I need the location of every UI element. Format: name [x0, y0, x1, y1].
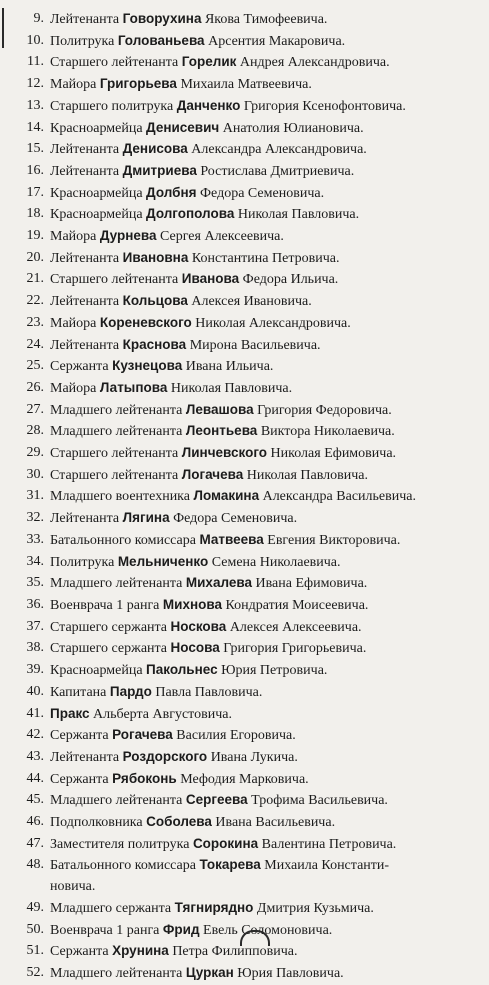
entry-number: 52. — [26, 964, 44, 980]
entry-number: 28. — [26, 423, 44, 439]
entry-text — [50, 161, 485, 183]
entry-given-name: Александра Александровича. — [191, 142, 367, 158]
entry-given-name: Арсентия Макаровича. — [208, 33, 346, 49]
entry-given-name: Валентина Петровича. — [261, 836, 397, 852]
entry-given-name: Павла Павловича. — [155, 684, 263, 700]
list-item — [10, 704, 485, 726]
list-item — [10, 226, 485, 248]
entry-given-name: Кондратия Моисеевича. — [225, 597, 369, 613]
entry-surname: Логачева — [181, 466, 244, 482]
entry-number: 36. — [26, 596, 44, 612]
entry-rank: Сержанта — [50, 359, 109, 375]
entry-rank: Майора — [50, 315, 97, 331]
list-item — [10, 269, 485, 291]
entry-given-name: Николая Павловича. — [246, 467, 369, 483]
list-item — [10, 465, 485, 487]
entry-text — [50, 638, 485, 660]
entry-given-name: Алексея Алексеевича. — [229, 619, 362, 635]
entry-rank: Лейтенанта — [50, 511, 120, 527]
entry-number: 18. — [26, 206, 44, 222]
entry-surname: Ломакина — [193, 488, 260, 504]
entry-rank: Лейтенанта — [50, 294, 120, 310]
column-rule — [2, 8, 4, 48]
entry-number: 11. — [27, 54, 44, 70]
entry-surname: Долгополова — [146, 206, 235, 222]
entry-given-name: Дмитрия Кузьмича. — [256, 900, 374, 916]
entry-rank: Красноармейца — [50, 120, 143, 136]
entry-surname: Леонтьева — [185, 423, 258, 439]
list-item — [10, 552, 485, 574]
entry-text — [50, 96, 485, 118]
entry-surname: Цуркан — [185, 964, 234, 980]
entry-number: 19. — [26, 228, 44, 244]
entry-number: 42. — [26, 727, 44, 743]
entry-text — [50, 226, 485, 248]
entry-text — [50, 508, 485, 530]
entry-rank: Старшего лейтенанта — [50, 272, 179, 288]
list-item — [10, 313, 485, 335]
entry-rank: Красноармейца — [50, 207, 143, 223]
entry-text — [50, 855, 485, 897]
entry-given-name: Мефодия Марковича. — [180, 771, 309, 787]
entry-rank: Сержанта — [50, 771, 109, 787]
entry-surname: Голованьева — [117, 32, 205, 48]
entry-given-name: Евгения Викторовича. — [267, 532, 401, 548]
list-item — [10, 573, 485, 595]
entry-number: 45. — [26, 792, 44, 808]
list-item — [10, 421, 485, 443]
entry-number: 25. — [26, 358, 44, 374]
entry-given-name: Альберта Августовича. — [93, 706, 232, 722]
list-item — [10, 638, 485, 660]
list-item — [10, 204, 485, 226]
entry-text — [50, 769, 485, 791]
entry-surname: Левашова — [185, 401, 254, 417]
entry-number: 15. — [26, 141, 44, 157]
entry-number: 50. — [26, 921, 44, 937]
list-item — [10, 183, 485, 205]
list-item — [10, 248, 485, 270]
entry-number: 13. — [26, 97, 44, 113]
entry-surname: Горелик — [181, 54, 237, 70]
entry-number: 44. — [26, 770, 44, 786]
entry-given-name: Николая Павловича. — [237, 207, 360, 223]
entry-number: 32. — [26, 510, 44, 526]
entry-number: 14. — [26, 119, 44, 135]
entry-given-name: Семена Николаевича. — [211, 554, 341, 570]
entry-text — [50, 204, 485, 226]
list-item — [10, 834, 485, 856]
list-item — [10, 291, 485, 313]
entry-given-name: Ростислава Дмитриевича. — [200, 163, 355, 179]
list-item — [10, 52, 485, 74]
entry-rank: Заместителя политрука — [50, 836, 190, 852]
entry-given-name: Ивана Ефимовича. — [255, 576, 368, 592]
entry-surname: Михнова — [162, 596, 222, 612]
entry-given-name: Николая Павловича. — [170, 380, 293, 396]
entry-number: 46. — [26, 814, 44, 830]
entry-surname: Латыпова — [99, 379, 168, 395]
entry-number: 51. — [26, 943, 44, 959]
entry-given-name: Федора Ильича. — [242, 272, 339, 288]
entry-text — [50, 747, 485, 769]
entry-surname: Лягина — [122, 510, 170, 526]
entry-given-name: Ивана Васильевича. — [215, 815, 336, 831]
entry-given-name: Григория Григорьевича. — [223, 641, 367, 657]
list-item — [10, 812, 485, 834]
entry-text — [50, 530, 485, 552]
entry-number: 20. — [26, 249, 44, 265]
entry-given-name: Василия Егоровича. — [176, 728, 296, 744]
entry-text — [50, 74, 485, 96]
list-item — [10, 769, 485, 791]
entry-given-name: Константина Петровича. — [191, 250, 340, 266]
entry-rank: Батальонного комиссара — [50, 858, 196, 874]
entry-text — [50, 704, 485, 726]
list-item — [10, 682, 485, 704]
entry-surname: Кореневского — [99, 314, 192, 330]
entry-rank: Красноармейца — [50, 663, 143, 679]
entry-given-name: Трофима Васильевича. — [251, 793, 388, 809]
entry-number: 22. — [26, 293, 44, 309]
entry-number: 31. — [26, 488, 44, 504]
entry-rank: Младшего лейтенанта — [50, 402, 183, 418]
entry-rank: Майора — [50, 380, 97, 396]
entry-surname: Михалева — [185, 575, 252, 591]
entry-text — [50, 118, 485, 140]
list-item — [10, 356, 485, 378]
entry-surname: Токарева — [199, 857, 261, 873]
list-item — [10, 963, 485, 985]
entry-rank: Военврача 1 ранга — [50, 597, 160, 613]
entry-surname: Рябоконь — [112, 770, 177, 786]
entry-number: 35. — [26, 575, 44, 591]
entry-rank: Майора — [50, 77, 97, 93]
entry-rank: Младшего сержанта — [50, 900, 172, 916]
entry-rank: Сержанта — [50, 944, 109, 960]
list-item — [10, 747, 485, 769]
entry-number: 33. — [26, 531, 44, 547]
entry-surname: Дмитриева — [122, 162, 197, 178]
entry-text — [50, 465, 485, 487]
entry-surname: Дурнева — [99, 228, 157, 244]
entry-surname: Говорухина — [122, 11, 202, 26]
entry-given-name: Петра Филипповича. — [172, 944, 298, 960]
entry-number: 17. — [26, 184, 44, 200]
entry-text — [50, 660, 485, 682]
entry-rank: Капитана — [50, 684, 107, 700]
entry-text — [50, 486, 485, 508]
name-list — [10, 9, 485, 985]
entry-rank: Старшего сержанта — [50, 619, 168, 635]
entry-surname: Иванова — [181, 271, 240, 287]
entry-text — [50, 139, 485, 161]
entry-text — [50, 595, 485, 617]
entry-given-name: Анатолия Юлиановича. — [222, 120, 364, 136]
entry-given-name: Якова Тимофеевича. — [204, 12, 328, 27]
list-item — [10, 139, 485, 161]
entry-given-name: Григория Ксенофонтовича. — [243, 98, 406, 114]
entry-rank: Лейтенанта — [50, 337, 120, 353]
list-item — [10, 898, 485, 920]
entry-number: 29. — [26, 445, 44, 461]
list-item — [10, 595, 485, 617]
entry-rank: Старшего лейтенанта — [50, 467, 179, 483]
entry-number: 24. — [26, 336, 44, 352]
entry-surname: Носова — [170, 640, 220, 656]
entry-given-name: Григория Федоровича. — [257, 402, 392, 418]
entry-text — [50, 963, 485, 985]
entry-number: 43. — [26, 748, 44, 764]
entry-rank: Подполковника — [50, 815, 143, 831]
entry-given-name: Евель Соломоновича. — [203, 922, 333, 938]
entry-number: 12. — [26, 76, 44, 92]
entry-text — [50, 269, 485, 291]
entry-text — [50, 898, 485, 920]
entry-rank: Батальонного комиссара — [50, 532, 196, 548]
entry-text — [50, 183, 485, 205]
entry-text — [50, 573, 485, 595]
entry-text — [50, 443, 485, 465]
entry-surname: Ивановна — [122, 249, 189, 265]
entry-given-name: Сергея Алексеевича. — [160, 229, 284, 245]
entry-surname: Сергеева — [185, 792, 248, 808]
entry-text — [50, 52, 485, 74]
entry-given-name: Андрея Александровича. — [239, 55, 390, 71]
entry-surname: Фрид — [162, 921, 200, 937]
entry-text — [50, 9, 485, 31]
entry-given-name: Виктора Николаевича. — [260, 424, 395, 440]
entry-surname: Кольцова — [122, 293, 188, 309]
entry-surname: Пракс — [50, 705, 90, 721]
entry-text — [50, 378, 485, 400]
list-item — [10, 31, 485, 53]
entry-surname: Роздорского — [122, 748, 208, 764]
entry-number: 30. — [26, 466, 44, 482]
entry-text — [50, 356, 485, 378]
entry-rank: Политрука — [50, 554, 115, 570]
entry-surname: Мельниченко — [117, 553, 209, 569]
entry-number: 27. — [26, 401, 44, 417]
list-item — [10, 508, 485, 530]
entry-surname: Денисова — [122, 141, 188, 157]
entry-text — [50, 335, 485, 357]
entry-text — [50, 291, 485, 313]
entry-text — [50, 682, 485, 704]
entry-rank: Политрука — [50, 33, 115, 49]
entry-surname: Долбня — [146, 184, 197, 200]
entry-rank: Лейтенанта — [50, 142, 120, 158]
entry-number: 9. — [33, 11, 44, 26]
entry-surname: Носкова — [170, 618, 227, 634]
list-item — [10, 530, 485, 552]
list-item — [10, 725, 485, 747]
entry-given-name: Федора Семеновича. — [173, 511, 298, 527]
entry-text — [50, 812, 485, 834]
entry-text — [50, 834, 485, 856]
entry-surname: Линчевского — [181, 445, 268, 461]
entry-rank: Лейтенанта — [50, 749, 120, 765]
entry-surname: Рогачева — [112, 727, 173, 743]
entry-rank: Старшего политрука — [50, 98, 174, 114]
entry-surname: Кузнецова — [112, 358, 183, 374]
entry-rank: Младшего лейтенанта — [50, 576, 183, 592]
entry-text — [50, 248, 485, 270]
entry-number: 47. — [26, 835, 44, 851]
entry-rank: Младшего воентехника — [50, 489, 190, 505]
entry-number: 34. — [26, 553, 44, 569]
entry-surname: Сорокина — [192, 835, 259, 851]
entry-number: 39. — [26, 662, 44, 678]
entry-surname: Соболева — [146, 814, 212, 830]
page-fragment-mark — [240, 930, 270, 946]
entry-rank: Майора — [50, 229, 97, 245]
entry-rank: Старшего сержанта — [50, 641, 168, 657]
entry-given-name: Александра Васильевича. — [262, 489, 416, 505]
list-item — [10, 335, 485, 357]
entry-number: 10. — [26, 32, 44, 48]
entry-given-name: Юрия Петровича. — [221, 663, 328, 679]
entry-given-name: Михаила Константи- — [264, 858, 390, 874]
entry-number: 37. — [26, 618, 44, 634]
entry-given-name: Юрия Павловича. — [237, 965, 344, 981]
entry-surname: Денисевич — [146, 119, 220, 135]
list-item — [10, 9, 485, 31]
entry-given-name: Николая Ефимовича. — [270, 446, 397, 462]
entry-given-name: Михаила Матвеевича. — [180, 77, 312, 93]
list-item — [10, 486, 485, 508]
entry-number: 49. — [26, 899, 44, 915]
entry-given-name: Алексея Ивановича. — [191, 294, 312, 310]
entry-rank: Красноармейца — [50, 185, 143, 201]
entry-number: 41. — [26, 705, 44, 721]
entry-rank: Младшего лейтенанта — [50, 965, 183, 981]
list-item — [10, 617, 485, 639]
list-item — [10, 96, 485, 118]
entry-number: 23. — [26, 314, 44, 330]
entry-rank: Лейтенанта — [50, 250, 120, 266]
entry-number: 21. — [26, 271, 44, 287]
entry-rank: Младшего лейтенанта — [50, 793, 183, 809]
entry-given-name: Федора Семеновича. — [200, 185, 325, 201]
entry-continuation: новича. — [50, 879, 96, 895]
entry-rank: Военврача 1 ранга — [50, 922, 160, 938]
entry-text — [50, 790, 485, 812]
entry-surname: Хрунина — [112, 943, 169, 959]
entry-surname: Пардо — [109, 683, 152, 699]
entry-given-name: Ивана Лукича. — [210, 749, 298, 765]
entry-number: 38. — [26, 640, 44, 656]
entry-surname: Данченко — [176, 97, 241, 113]
list-item — [10, 790, 485, 812]
entry-given-name: Ивана Ильича. — [185, 359, 274, 375]
list-item — [10, 443, 485, 465]
entry-rank: Лейтенанта — [50, 163, 120, 179]
entry-rank: Сержанта — [50, 728, 109, 744]
entry-text — [50, 400, 485, 422]
entry-surname: Григорьева — [99, 76, 177, 92]
entry-surname: Тягнирядно — [174, 899, 254, 915]
entry-surname: Матвеева — [199, 531, 264, 547]
entry-text — [50, 421, 485, 443]
list-item — [10, 161, 485, 183]
list-item — [10, 118, 485, 140]
entry-rank: Лейтенанта — [50, 12, 120, 27]
entry-text — [50, 725, 485, 747]
entry-text — [50, 617, 485, 639]
list-item — [10, 855, 485, 897]
entry-text — [50, 552, 485, 574]
entry-number: 26. — [26, 379, 44, 395]
list-item — [10, 378, 485, 400]
list-item — [10, 400, 485, 422]
entry-number: 16. — [26, 162, 44, 178]
entry-surname: Пакольнес — [146, 662, 218, 678]
entry-number: 48. — [26, 857, 44, 873]
entry-rank: Младшего лейтенанта — [50, 424, 183, 440]
entry-rank: Старшего лейтенанта — [50, 55, 179, 71]
entry-surname: Краснова — [122, 336, 187, 352]
list-item — [10, 74, 485, 96]
entry-given-name: Мирона Васильевича. — [189, 337, 321, 353]
entry-number: 40. — [26, 683, 44, 699]
entry-text — [50, 313, 485, 335]
list-item — [10, 660, 485, 682]
entry-text — [50, 31, 485, 53]
entry-rank: Старшего лейтенанта — [50, 446, 179, 462]
entry-given-name: Николая Александровича. — [195, 315, 351, 331]
